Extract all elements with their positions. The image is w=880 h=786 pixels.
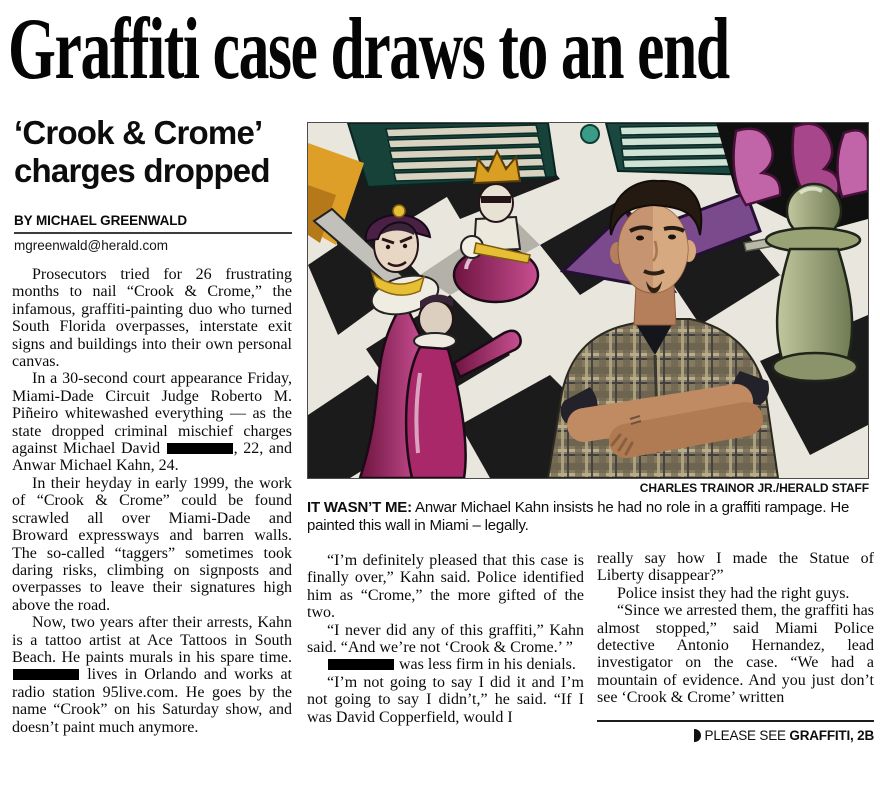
headline: Graffiti case draws to an end xyxy=(8,1,729,98)
jump-marker-icon xyxy=(694,729,701,742)
photo-caption-text: Anwar Michael Kahn insists he had no role in a graffiti rampage. He painted this wall in Miami – legally. xyxy=(307,499,850,534)
redacted-name-box xyxy=(167,443,233,454)
photo-credit: CHARLES TRAINOR JR./HERALD STAFF xyxy=(639,481,869,495)
photo-caption-label: IT WASN’T ME: xyxy=(307,499,412,516)
byline-rule xyxy=(14,232,292,234)
subhead xyxy=(14,114,270,190)
article-paragraph: In a 30-second court appearance Friday, Miami-Dade Circuit Judge Roberto M. Piñeiro whitewashed everything — as the state dropped criminal mischief charges against Michael David , 22, and Anwar Michael Kahn, 24. xyxy=(12,370,292,475)
article-paragraph: really say how I made the Statue of Liberty disappear?” xyxy=(597,550,874,585)
article-paragraph: Now, two years after their arrests, Kahn is a tattoo artist at Ace Tattoos in South Beach. He paints murals in his spare time. lives in Orlando and works at radio station 95live.com. He goes by the name “Crook” on his Saturday show, and doesn’t paint much anymore. xyxy=(12,614,292,736)
byline-author: BY MICHAEL GREENWALD xyxy=(14,213,188,228)
byline-email: mgreenwald@herald.com xyxy=(14,238,169,253)
news-photo xyxy=(307,122,869,479)
article-paragraph: “I never did any of this graffiti,” Kahn said. “And we’re not ‘Crook & Crome.’ ” xyxy=(307,621,584,657)
article-paragraph: was less firm in his denials. xyxy=(307,656,584,673)
jump-label: GRAFFITI, 2B xyxy=(789,727,874,743)
subhead-line-1: ‘Crook & Crome’ xyxy=(14,114,263,151)
photo-illustration xyxy=(308,123,868,478)
article-paragraph: “Since we arrested them, the graffiti has almost stopped,” said Miami Police detective Antonio Hernandez, lead investigator on the case. “We had a mountain of evidence. And you just don’t see ‘Crook & Crome’ written xyxy=(597,602,874,707)
article-column-middle xyxy=(307,552,584,726)
article-paragraph: “I’m definitely pleased that this case is finally over,” Kahn said. Police identified him as “Crome,” the more gifted of the two. xyxy=(307,552,584,622)
article-paragraph: Prosecutors tried for 26 frustrating months to nail “Crook & Crome,” the infamous, graffiti-painting duo who turned South Florida overpasses, interstate exit signs and buildings into their own personal canvas. xyxy=(12,266,292,371)
article-paragraph: Police insist they had the right guys. xyxy=(617,584,850,602)
jump-prefix: PLEASE SEE xyxy=(704,727,790,743)
article-paragraph: “I’m not going to say I did it and I’m not going to say I didn’t,” he said. “If I was David Copperfield, would I xyxy=(307,673,584,726)
article-column-right-paragraphs xyxy=(597,550,874,707)
article-column-left xyxy=(12,266,292,736)
redacted-name-box xyxy=(13,669,79,680)
subhead-line-2: charges dropped xyxy=(14,152,270,189)
jump-line xyxy=(597,720,874,743)
article-column-right xyxy=(597,550,874,743)
photo-caption xyxy=(307,499,873,534)
article-paragraph: In their heyday in early 1999, the work of “Crook & Crome” could be found scrawled all over Miami-Dade and Broward expressways and barren walls. The so-called “taggers” sometimes took daring risks, climbing on signposts and overpasses to leave their signatures high above the road. xyxy=(12,474,292,614)
redacted-name-box xyxy=(328,659,394,670)
byline-block xyxy=(14,213,292,253)
